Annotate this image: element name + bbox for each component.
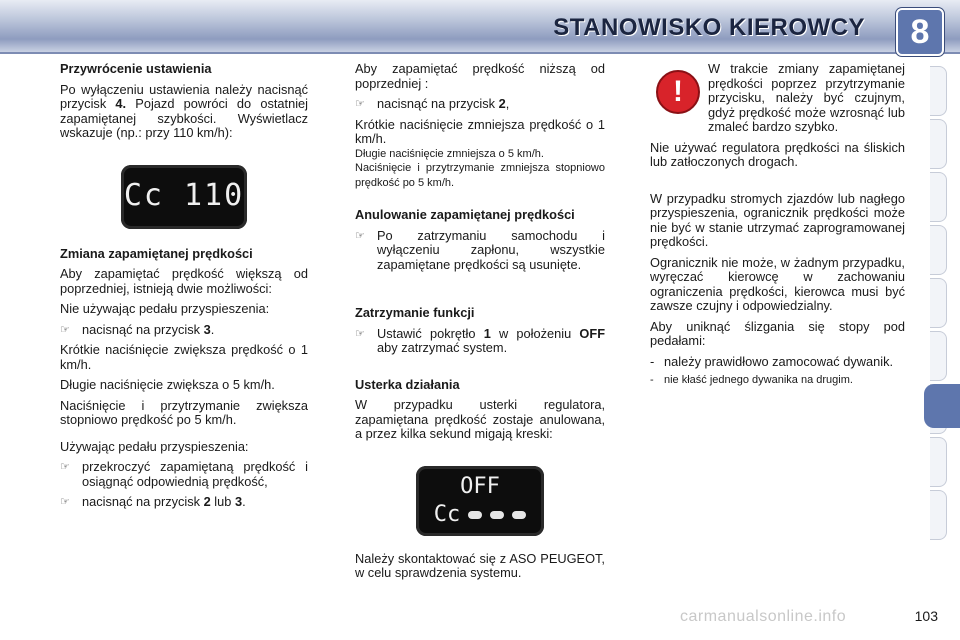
dash-marker: -: [650, 353, 655, 369]
chapter-tab[interactable]: [930, 172, 947, 222]
paragraph-lower: Aby zapamiętać prędkość niższą od poprzedniej :: [355, 61, 605, 91]
chapter-tab[interactable]: [930, 66, 947, 116]
list-item: ☞ nacisnąć na przycisk 2,: [355, 96, 510, 111]
heading-fault: Usterka działania: [355, 376, 460, 392]
paragraph-long-decrease: Długie naciśnięcie zmniejsza o 5 km/h.: [355, 147, 544, 160]
paragraph-hold-increase: Naciśnięcie i przytrzymanie zwiększa stopniowo prędkość po 5 km/h.: [60, 397, 308, 427]
display-off-fault: [416, 466, 544, 536]
exclamation-warning-icon: !: [656, 70, 700, 114]
paragraph-no-replace: Ogranicznik nie może, w żadnym przypadku, wyręczać kierowcę w zachowaniu ograniczenia prędkości, kierowca musi być zawsze czujny i odpowiedzialny.: [650, 254, 905, 313]
dash-segment: [512, 511, 526, 519]
paragraph-change: Aby zapamiętać prędkość większą od poprzedniej, istnieją dwie możliwości:: [60, 266, 308, 296]
column-left: [60, 62, 308, 516]
paragraph-steep: W przypadku stromych zjazdów lub nagłego przyspieszenia, ogranicznik prędkości może nie być w stanie utrzymać zaprogramowanej prędkości.: [650, 190, 905, 249]
pointing-hand-icon: ☞: [60, 323, 70, 336]
chapter-tab[interactable]: [930, 331, 947, 381]
pointing-hand-icon: ☞: [60, 496, 70, 508]
list-item: ☞ nacisnąć na przycisk 3.: [60, 321, 215, 337]
paragraph-restore: Po wyłączeniu ustawienia należy nacisnąć przycisk 4. Pojazd powróci do ostatniej zapamiętanej szybkości. Wyświetlacz wskazuje (np.: przy 110 km/h):: [60, 81, 309, 140]
watermark: carmanualsonline.info: [680, 608, 847, 625]
dash-marker: -: [650, 374, 654, 386]
display-text: Cc 110: [123, 178, 245, 214]
display-cc-110: [121, 165, 247, 229]
list-item: ☞ Ustawić pokrętło 1 w położeniu OFF aby zatrzymać system.: [355, 325, 606, 355]
chapter-tab[interactable]: [930, 490, 947, 540]
paragraph-slide: Aby uniknąć ślizgania się stopy pod pedałami:: [650, 318, 905, 348]
chapter-tab[interactable]: [930, 225, 947, 275]
dash-segment: [490, 511, 504, 519]
header-underline: [0, 52, 960, 54]
paragraph-long-increase: Długie naciśnięcie zwiększa o 5 km/h.: [60, 377, 275, 392]
warning-icon-box: [650, 62, 702, 122]
paragraph-no-pedal: Nie używając pedału przyspieszenia:: [60, 301, 270, 316]
paragraph-hold-decrease: Naciśnięcie i przytrzymanie zmniejsza stopniowo prędkość po 5 km/h.: [355, 162, 605, 189]
list-item: ☞ Po zatrzymaniu samochodu i wyłączeniu zapłonu, wszystkie zapamiętane prędkości są usunięte.: [355, 227, 605, 272]
paragraph-short-decrease: Krótkie naciśnięcie zmniejsza prędkość o 1 km/h.: [355, 116, 605, 146]
list-item: ☞ nacisnąć na przycisk 2 lub 3.: [60, 494, 246, 509]
display-off-text: OFF: [460, 473, 500, 499]
paragraph-fault: W przypadku usterki regulatora, zapamiętana prędkość zostaje anulowana, a przez kilka sekund migają kreski:: [355, 397, 605, 441]
paragraph-with-pedal: Używając pedału przyspieszenia:: [60, 438, 249, 454]
chapter-tab[interactable]: [930, 278, 947, 328]
chapter-tab[interactable]: [930, 437, 947, 487]
page-number: 103: [914, 608, 938, 624]
side-chapter-tabs: [930, 66, 948, 576]
paragraph-short-increase: Krótkie naciśnięcie zwiększa prędkość o 1 km/h.: [60, 342, 308, 372]
pointing-hand-icon: ☞: [355, 98, 365, 110]
heading-stop-function: Zatrzymanie funkcji: [355, 305, 475, 320]
paragraph-aso: Należy skontaktować się z ASO PEUGEOT, w celu sprawdzenia systemu.: [355, 550, 605, 580]
heading-change-speed: Zmiana zapamiętanej prędkości: [60, 245, 253, 261]
column-middle: [355, 62, 605, 587]
heading-restore: Przywrócenie ustawienia: [60, 61, 212, 76]
pointing-hand-icon: ☞: [355, 229, 365, 242]
chapter-number-badge: 8: [896, 8, 944, 56]
pointing-hand-icon: ☞: [60, 461, 70, 473]
list-item: - nie kłaść jednego dywanika na drugim.: [650, 374, 853, 386]
chapter-tab[interactable]: [930, 119, 947, 169]
column-right: [650, 62, 905, 392]
dash-segment: [468, 511, 482, 519]
list-item: ☞ przekroczyć zapamiętaną prędkość i osiągnąć odpowiednią prędkość,: [60, 459, 308, 489]
chapter-tab-active[interactable]: [924, 384, 960, 428]
paragraph-warning-change: W trakcie zmiany zapamiętanej prędkości poprzez przytrzymanie przycisku, należy być czujnym, gdyż prędkość może wzrosnąć lub zmaleć bardzo szybko.: [708, 61, 905, 134]
pointing-hand-icon: ☞: [355, 327, 365, 340]
heading-cancel: Anulowanie zapamiętanej prędkości: [355, 207, 575, 222]
chapter-title: STANOWISKO KIEROWCY: [553, 14, 865, 41]
list-item: - należy prawidłowo zamocować dywanik.: [650, 353, 894, 369]
paragraph-warning-slippery: Nie używać regulatora prędkości na śliskich lub zatłoczonych drogach.: [650, 139, 905, 169]
display-cc-dashes: [434, 501, 527, 529]
display-cc-text: Cc: [433, 501, 461, 527]
